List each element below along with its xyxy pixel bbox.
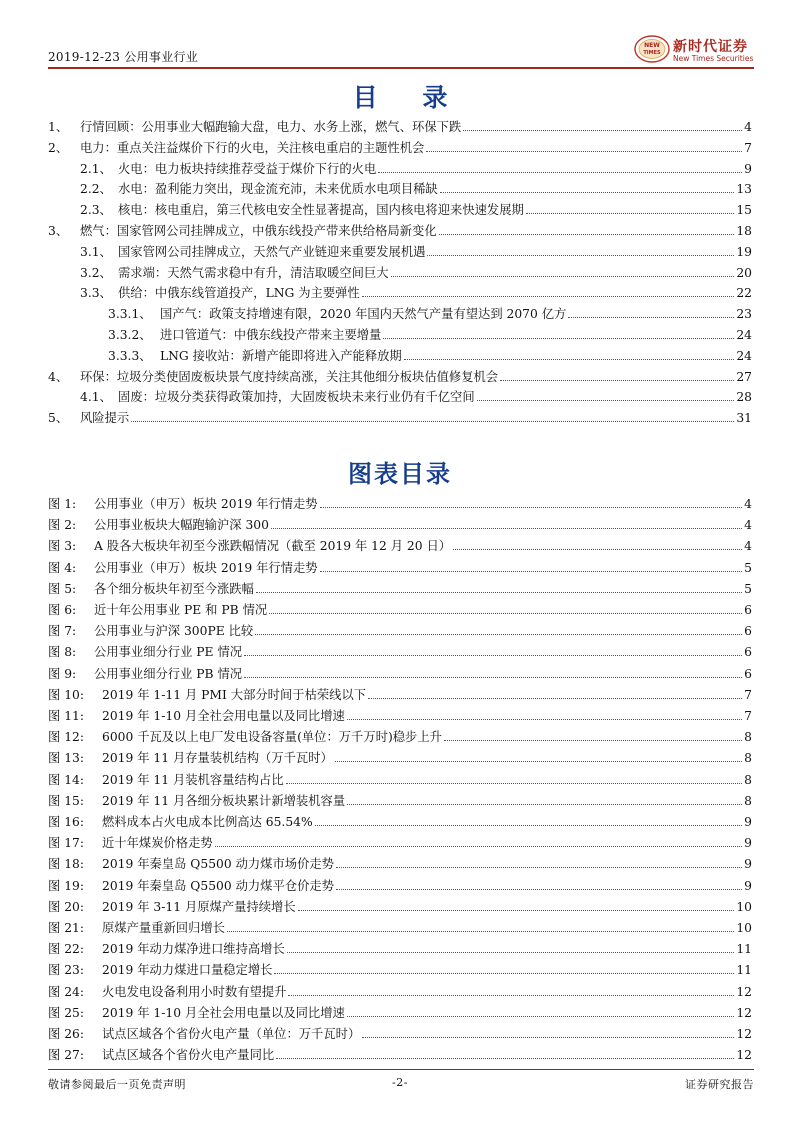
svg-text:TIMES: TIMES [643, 50, 661, 56]
toc-entry-title: 行情回顾：公用事业大幅跑输大盘，电力、水务上涨，燃气、环保下跌 [80, 120, 462, 134]
figure-entry-title: 2019 年 11 月存量装机结构（万千瓦时） [102, 751, 333, 766]
figure-leader-dots [336, 866, 742, 868]
toc-leader-dots [439, 233, 735, 235]
figure-entry[interactable] [48, 1025, 752, 1043]
toc-entry-title: LNG 接收站：新增产能即将进入产能释放期 [160, 348, 402, 363]
toc-entry-title: 电力：重点关注益煤价下行的火电，关注核电重启的主题性机会 [80, 140, 425, 155]
figure-entry-number: 图 2: [48, 518, 77, 533]
toc-entry[interactable] [80, 160, 752, 178]
toc-entry[interactable] [80, 284, 752, 302]
header-date-sector: 2019-12-23 公用事业行业 [48, 50, 199, 64]
figure-entry-page: 4 [744, 539, 752, 554]
figure-entry-page: 12 [736, 1005, 752, 1020]
toc-entry-number: 4、 [48, 369, 69, 384]
toc-entry-number: 3、 [48, 224, 69, 238]
toc-leader-dots [362, 295, 735, 297]
toc-entry-title: 进口管道气：中俄东线投产带来主要增量 [160, 328, 382, 342]
figure-entry-page: 8 [744, 730, 752, 745]
figure-entry-page: 12 [736, 1048, 752, 1063]
figure-entry-title: A 股各大板块年初至今涨跌幅情况（截至 2019 年 12 月 20 日） [94, 539, 452, 554]
toc-entry-title: 核电：核电重启，第三代核电安全性显著提高，国内核电将迎来快速发展期 [118, 203, 524, 218]
figure-entry-number: 图 13: [48, 751, 84, 766]
figure-entry-number: 图 23: [48, 963, 84, 978]
figure-entry-number: 图 12: [48, 730, 84, 745]
toc-entry-number: 2、 [48, 140, 69, 155]
figure-entry-number: 图 4: [48, 560, 77, 575]
figure-entry-number: 图 21: [48, 921, 84, 935]
figure-entry-number: 图 11: [48, 709, 84, 723]
figure-entry-page: 6 [744, 645, 752, 660]
toc-entry-title: 国产气：政策支持增速有限，2020 年国内天然气产量有望达到 2070 亿方 [160, 307, 567, 322]
figure-leader-dots [244, 654, 742, 656]
toc-entry-number: 3.3、 [80, 286, 112, 301]
toc-entry-page: 20 [736, 265, 752, 280]
svg-text:NEW: NEW [644, 42, 660, 49]
figure-list-title: 图表目录 [348, 460, 452, 488]
toc-entry[interactable] [80, 388, 752, 406]
toc-leader-dots [378, 171, 742, 173]
figure-leader-dots [315, 824, 743, 826]
toc-entry[interactable] [80, 264, 752, 282]
figure-leader-dots [320, 506, 743, 508]
toc-entry-page: 13 [736, 182, 752, 197]
toc-entry[interactable] [48, 139, 752, 157]
toc-entry-number: 5、 [48, 411, 69, 426]
figure-leader-dots [444, 739, 742, 741]
figure-entry-number: 图 27: [48, 1048, 84, 1063]
figure-entry-title: 2019 年秦皇岛 Q5500 动力煤市场价走势 [102, 857, 334, 872]
figure-entry-title: 原煤产量重新回归增长 [102, 921, 225, 935]
figure-entry[interactable] [48, 686, 752, 704]
toc-leader-dots [526, 212, 735, 214]
toc-leader-dots [500, 379, 734, 381]
toc-leader-dots [440, 191, 735, 193]
toc-leader-dots [477, 399, 735, 401]
figure-entry-number: 图 17: [48, 836, 84, 851]
figure-entry-page: 9 [744, 836, 752, 851]
figure-entry-number: 图 20: [48, 899, 84, 914]
toc-entry-title: 固废：垃圾分类获得政策加持，大固废板块未来行业仍有千亿空间 [118, 390, 475, 405]
figure-entry-title: 2019 年动力煤净进口维持高增长 [102, 942, 285, 957]
figure-entry[interactable] [48, 643, 752, 661]
figure-entry-title: 各个细分板块年初至今涨跌幅 [94, 581, 254, 596]
header-divider [48, 67, 754, 69]
figure-entry[interactable] [48, 961, 752, 979]
figure-entry-number: 图 18: [48, 857, 84, 872]
figure-entry[interactable] [48, 580, 752, 598]
toc-entry-number: 2.3、 [80, 203, 112, 218]
toc-entry[interactable] [80, 243, 752, 261]
toc-entry-page: 22 [736, 286, 752, 301]
figure-leader-dots [215, 845, 742, 847]
figure-entry[interactable] [48, 495, 752, 513]
toc-leader-dots [131, 420, 734, 422]
figure-entry-title: 公用事业（申万）板块 2019 年行情走势 [94, 497, 318, 511]
figure-entry-number: 图 16: [48, 815, 84, 829]
figure-leader-dots [320, 570, 743, 572]
toc-entry[interactable] [48, 368, 752, 386]
figure-entry-number: 图 3: [48, 539, 77, 554]
toc-entry-page: 4 [744, 120, 752, 134]
figure-entry[interactable] [48, 728, 752, 746]
toc-entry-title: 火电：电力板块持续推荐受益于煤价下行的火电 [118, 161, 377, 176]
toc-entry[interactable] [48, 118, 752, 136]
figure-leader-dots [227, 930, 734, 932]
figure-entry-page: 8 [744, 793, 752, 808]
figure-entry-page: 4 [744, 497, 752, 511]
figure-leader-dots [298, 909, 735, 911]
figure-leader-dots [335, 760, 742, 762]
figure-entry-number: 图 10: [48, 687, 84, 702]
toc-entry-page: 7 [744, 140, 752, 155]
toc-entry-page: 9 [744, 161, 752, 176]
figure-leader-dots [288, 994, 734, 996]
figure-entry[interactable] [48, 665, 752, 683]
figure-leader-dots [274, 972, 734, 974]
figure-entry-number: 图 19: [48, 878, 84, 893]
figure-entry-title: 试点区域各个省份火电产量同比 [102, 1048, 275, 1063]
figure-entry-page: 8 [744, 772, 752, 787]
toc-title: 目 录 [352, 83, 466, 112]
figure-entry-number: 图 5: [48, 581, 77, 596]
toc-entry-page: 19 [736, 244, 752, 259]
toc-entry-number: 2.1、 [80, 161, 112, 176]
toc-entry-page: 23 [736, 307, 752, 322]
figure-entry-page: 10 [736, 899, 752, 914]
logo-company-name: 新时代证券 [673, 39, 748, 55]
figure-entry-page: 6 [744, 624, 752, 639]
toc-entry-page: 24 [736, 328, 752, 342]
figure-entry-number: 图 9: [48, 666, 77, 681]
figure-entry[interactable] [48, 1004, 752, 1022]
figure-entry-title: 试点区域各个省份火电产量（单位：万千瓦时） [102, 1027, 361, 1041]
toc-entry-number: 3.1、 [80, 244, 112, 259]
figure-entry-page: 9 [744, 878, 752, 893]
toc-entry-number: 4.1、 [80, 390, 112, 405]
toc-entry-page: 31 [736, 411, 752, 426]
toc-entry[interactable] [80, 201, 752, 219]
figure-entry[interactable] [48, 898, 752, 916]
figure-entry-title: 2019 年秦皇岛 Q5500 动力煤平仓价走势 [102, 878, 334, 893]
figure-leader-dots [244, 676, 742, 678]
toc-leader-dots [426, 150, 742, 152]
company-logo [633, 34, 753, 66]
toc-entry-title: 水电：盈利能力突出，现金流充沛，未来优质水电项目稀缺 [118, 182, 438, 197]
figure-entry-number: 图 26: [48, 1027, 84, 1041]
toc-entry-title: 供给：中俄东线管道投产，LNG 为主要弹性 [118, 286, 360, 301]
figure-entry[interactable] [48, 813, 752, 831]
figure-entry[interactable] [48, 1046, 752, 1064]
toc-leader-dots [383, 337, 734, 339]
logo-company-name-en: New Times Securities [673, 54, 754, 63]
figure-entry[interactable] [48, 919, 752, 937]
figure-entry-number: 图 1: [48, 497, 77, 511]
figure-leader-dots [255, 633, 742, 635]
figure-entry-page: 10 [736, 921, 752, 935]
toc-entry-number: 2.2、 [80, 182, 112, 197]
toc-leader-dots [568, 316, 734, 318]
toc-entry-title: 需求端：天然气需求稳中有升，清洁取暖空间巨大 [118, 265, 389, 280]
figure-entry-number: 图 24: [48, 984, 84, 999]
figure-entry[interactable] [48, 877, 752, 895]
footer-report-type: 证券研究报告 [685, 1078, 754, 1091]
figure-leader-dots [347, 803, 742, 805]
figure-entry-number: 图 8: [48, 645, 77, 660]
figure-leader-dots [347, 1015, 735, 1017]
figure-entry[interactable] [48, 516, 752, 534]
figure-entry[interactable] [48, 559, 752, 577]
figure-entry[interactable] [48, 771, 752, 789]
figure-leader-dots [347, 718, 742, 720]
figure-entry[interactable] [48, 834, 752, 852]
figure-leader-dots [256, 591, 742, 593]
toc-entry-page: 18 [736, 224, 752, 238]
toc-entry-title: 国家管网公司挂牌成立，天然气产业链迎来重要发展机遇 [118, 244, 426, 259]
toc-entry-number: 3.3.2、 [108, 328, 152, 342]
figure-entry[interactable] [48, 940, 752, 958]
figure-entry-title: 公用事业与沪深 300PE 比较 [94, 624, 254, 639]
figure-entry-title: 2019 年 1-10 月全社会用电量以及同比增速 [102, 1005, 345, 1020]
figure-leader-dots [269, 612, 742, 614]
figure-entry[interactable] [48, 983, 752, 1001]
figure-entry-number: 图 22: [48, 942, 84, 957]
footer-disclaimer: 敬请参阅最后一页免责声明 [48, 1078, 186, 1091]
figure-entry-title: 2019 年 11 月各细分板块累计新增装机容量 [102, 793, 346, 808]
figure-leader-dots [287, 951, 735, 953]
figure-entry-page: 4 [744, 518, 752, 533]
toc-entry[interactable] [80, 180, 752, 198]
figure-entry[interactable] [48, 537, 752, 555]
figure-entry-page: 6 [744, 666, 752, 681]
toc-entry-page: 28 [736, 390, 752, 405]
footer-page-number: -2- [392, 1076, 408, 1089]
figure-entry-title: 公用事业板块大幅跑输沪深 300 [94, 518, 269, 533]
figure-entry-page: 9 [744, 815, 752, 829]
figure-leader-dots [453, 548, 742, 550]
logo-seal-icon [633, 34, 671, 64]
figure-entry-page: 6 [744, 603, 752, 617]
toc-leader-dots [391, 275, 735, 277]
toc-entry-number: 3.2、 [80, 265, 112, 280]
figure-entry-title: 近十年煤炭价格走势 [102, 836, 213, 851]
figure-entry[interactable] [48, 707, 752, 725]
toc-entry-page: 27 [736, 369, 752, 384]
toc-leader-dots [404, 358, 735, 360]
toc-entry-number: 3.3.1、 [108, 307, 152, 322]
figure-entry-number: 图 14: [48, 772, 84, 787]
figure-entry-page: 9 [744, 857, 752, 872]
figure-entry-title: 公用事业细分行业 PE 情况 [94, 645, 243, 660]
figure-leader-dots [276, 1057, 734, 1059]
figure-entry-number: 图 7: [48, 624, 77, 639]
toc-leader-dots [463, 129, 742, 131]
figure-entry-title: 6000 千瓦及以上电厂发电设备容量(单位：万千万时)稳步上升 [102, 730, 442, 745]
figure-entry-number: 图 25: [48, 1005, 84, 1020]
figure-entry-page: 7 [744, 687, 752, 702]
figure-entry[interactable] [48, 749, 752, 767]
figure-entry-title: 2019 年 1-11 月 PMI 大部分时间于枯荣线以下 [102, 687, 367, 702]
figure-entry[interactable] [48, 855, 752, 873]
figure-entry-title: 2019 年 3-11 月原煤产量持续增长 [102, 899, 296, 914]
toc-entry[interactable] [48, 409, 752, 427]
figure-leader-dots [336, 888, 742, 890]
figure-entry-page: 8 [744, 751, 752, 766]
figure-entry[interactable] [48, 601, 752, 619]
figure-leader-dots [368, 697, 742, 699]
figure-entry-title: 2019 年 11 月装机容量结构占比 [102, 772, 284, 787]
figure-entry-number: 图 6: [48, 603, 77, 617]
figure-entry-page: 11 [736, 942, 752, 957]
toc-entry[interactable] [108, 326, 752, 344]
toc-entry-number: 3.3.3、 [108, 348, 152, 363]
figure-entry-page: 7 [744, 709, 752, 723]
toc-entry-title: 环保：垃圾分类使固废板块景气度持续高涨，关注其他细分板块估值修复机会 [80, 369, 499, 384]
toc-entry[interactable] [108, 305, 752, 323]
toc-entry-page: 24 [736, 348, 752, 363]
figure-entry-number: 图 15: [48, 793, 84, 808]
figure-leader-dots [271, 527, 742, 529]
toc-entry-title: 燃气：国家管网公司挂牌成立，中俄东线投产带来供给格局新变化 [80, 224, 437, 238]
figure-entry-page: 12 [736, 984, 752, 999]
figure-entry-page: 5 [744, 560, 752, 575]
figure-entry[interactable] [48, 622, 752, 640]
figure-entry-page: 12 [736, 1027, 752, 1041]
figure-entry-title: 2019 年 1-10 月全社会用电量以及同比增速 [102, 709, 345, 723]
figure-leader-dots [286, 782, 743, 784]
toc-leader-dots [427, 254, 734, 256]
figure-entry-title: 燃料成本占火电成本比例高达 65.54% [102, 815, 313, 829]
toc-entry-title: 风险提示 [80, 411, 130, 426]
toc-entry-page: 15 [736, 203, 752, 218]
toc-entry[interactable] [108, 347, 752, 365]
figure-entry-title: 公用事业（申万）板块 2019 年行情走势 [94, 560, 318, 575]
figure-entry-title: 2019 年动力煤进口量稳定增长 [102, 963, 273, 978]
toc-entry[interactable] [48, 222, 752, 240]
figure-entry-title: 火电发电设备利用小时数有望提升 [102, 984, 287, 999]
figure-leader-dots [362, 1036, 734, 1038]
figure-entry-title: 近十年公用事业 PE 和 PB 情况 [94, 603, 268, 617]
figure-entry-title: 公用事业细分行业 PB 情况 [94, 666, 243, 681]
toc-entry-number: 1、 [48, 120, 69, 134]
figure-entry-page: 11 [736, 963, 752, 978]
figure-entry-page: 5 [744, 581, 752, 596]
figure-entry[interactable] [48, 792, 752, 810]
footer-divider [48, 1069, 754, 1070]
